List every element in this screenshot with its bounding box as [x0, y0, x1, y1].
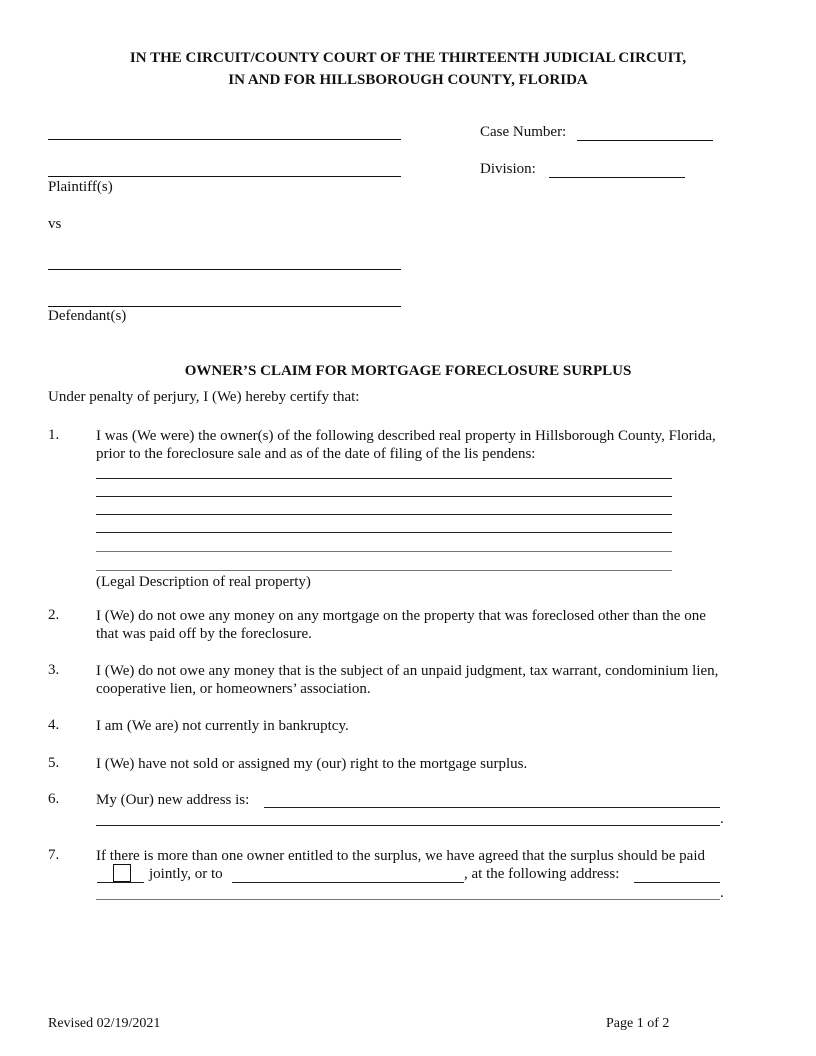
legal-description-caption: (Legal Description of real property) [96, 574, 311, 590]
legal-description-line-3[interactable] [96, 514, 672, 515]
payee-address-field-line-2[interactable] [96, 899, 720, 900]
item-1-text-line-1: I was (We were) the owner(s) of the following described real property in Hillsborough County, Florida, [96, 428, 716, 444]
item-2-text-line-1: I (We) do not owe any money on any mortgage on the property that was foreclosed other than the one [96, 608, 706, 624]
legal-description-line-2[interactable] [96, 496, 672, 497]
form-title: OWNER’S CLAIM FOR MORTGAGE FORECLOSURE SURPLUS [184, 363, 632, 379]
item-4-number: 4. [48, 717, 60, 733]
item-6-number: 6. [48, 791, 60, 807]
item-7-text-line-1: If there is more than one owner entitled to the surplus, we have agreed that the surplus should be paid [96, 848, 705, 864]
following-address-text: , at the following address: [464, 866, 620, 882]
defendant-line-1[interactable] [48, 269, 401, 270]
court-name-line-1: IN THE CIRCUIT/COUNTY COURT OF THE THIRTEENTH JUDICIAL CIRCUIT, [129, 50, 687, 66]
item-1-text-line-2: prior to the foreclosure sale and as of the date of filing of the lis pendens: [96, 446, 536, 462]
jointly-blank [97, 882, 144, 883]
plaintiff-label: Plaintiff(s) [48, 179, 113, 195]
new-address-field-line-1[interactable] [264, 807, 720, 808]
item-6-period: . [720, 811, 724, 827]
payee-address-field-line-1[interactable] [634, 882, 720, 883]
jointly-text: jointly, or to [149, 866, 223, 882]
item-1-number: 1. [48, 427, 60, 443]
division-field[interactable] [549, 177, 685, 178]
court-name-line-2: IN AND FOR HILLSBOROUGH COUNTY, FLORIDA [228, 72, 588, 88]
item-3-number: 3. [48, 662, 60, 678]
item-6-text: My (Our) new address is: [96, 792, 250, 808]
legal-description-line-5[interactable] [96, 551, 672, 552]
item-3-text-line-1: I (We) do not owe any money that is the subject of an unpaid judgment, tax warrant, condominium lien, [96, 663, 719, 679]
division-label: Division: [480, 161, 536, 177]
page-number: Page 1 of 2 [606, 1016, 670, 1031]
defendant-line-2[interactable] [48, 306, 401, 307]
jointly-checkbox[interactable] [113, 864, 131, 882]
case-number-field[interactable] [577, 140, 713, 141]
legal-description-line-4[interactable] [96, 532, 672, 533]
item-4-text: I am (We are) not currently in bankruptcy. [96, 718, 349, 734]
item-7-period: . [720, 885, 724, 901]
legal-description-line-1[interactable] [96, 478, 672, 479]
new-address-field-line-2[interactable] [96, 825, 720, 826]
defendant-label: Defendant(s) [48, 308, 127, 324]
item-5-number: 5. [48, 755, 60, 771]
certification-intro: Under penalty of perjury, I (We) hereby certify that: [48, 389, 360, 405]
item-7-number: 7. [48, 847, 60, 863]
revision-date: Revised 02/19/2021 [48, 1016, 161, 1031]
legal-description-line-6[interactable] [96, 570, 672, 571]
plaintiff-line-2[interactable] [48, 176, 401, 177]
payee-name-field[interactable] [232, 882, 464, 883]
item-2-text-line-2: that was paid off by the foreclosure. [96, 626, 312, 642]
case-number-label: Case Number: [480, 124, 567, 140]
item-3-text-line-2: cooperative lien, or homeowners’ association. [96, 681, 371, 697]
item-2-number: 2. [48, 607, 60, 623]
plaintiff-line-1[interactable] [48, 139, 401, 140]
item-5-text: I (We) have not sold or assigned my (our) right to the mortgage surplus. [96, 756, 528, 772]
vs-label: vs [48, 216, 62, 232]
